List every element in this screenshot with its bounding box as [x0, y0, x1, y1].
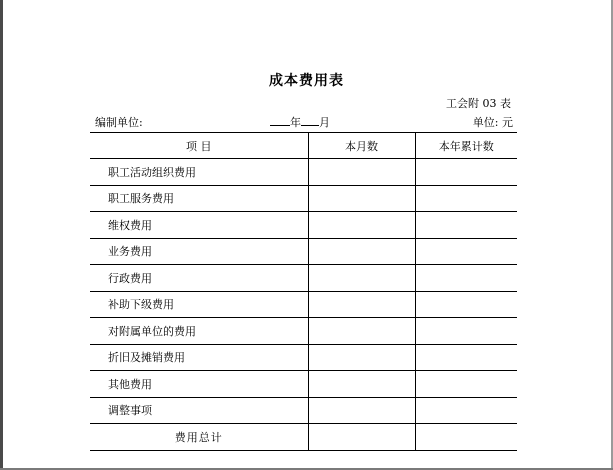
- header-item: 项 目: [90, 133, 308, 159]
- row-month-value: [308, 212, 415, 239]
- month-blank: [301, 114, 319, 126]
- row-month-value: [308, 397, 415, 424]
- row-ytd-value: [415, 265, 517, 292]
- table-row: [90, 265, 517, 292]
- table-row: [90, 397, 517, 424]
- table-row: [90, 291, 517, 318]
- table-row: [90, 318, 517, 345]
- year-blank: [270, 114, 290, 126]
- row-item: 调整事项: [90, 397, 308, 424]
- table-row: [90, 159, 517, 186]
- row-ytd-value: [415, 371, 517, 398]
- row-item: 职工服务费用: [90, 185, 308, 212]
- row-item: 职工活动组织费用: [90, 159, 308, 186]
- header-meta-row: [95, 114, 513, 130]
- form-number: 工会附 03 表: [446, 97, 511, 110]
- row-item: 其他费用: [90, 371, 308, 398]
- row-ytd-value: [415, 397, 517, 424]
- unit-label: 单位: 元: [472, 116, 513, 129]
- row-month-value: [308, 371, 415, 398]
- year-label: 年: [290, 116, 301, 129]
- header-current-month: 本月数: [308, 133, 415, 159]
- row-month-value: [308, 265, 415, 292]
- row-ytd-value: [415, 212, 517, 239]
- header-year-to-date: 本年累计数: [415, 133, 517, 159]
- row-ytd-value: [415, 185, 517, 212]
- row-month-value: [308, 344, 415, 371]
- row-ytd-value: [415, 344, 517, 371]
- table-row: [90, 344, 517, 371]
- row-item: 补助下级费用: [90, 291, 308, 318]
- row-item: 维权费用: [90, 212, 308, 239]
- total-label: 费用总计: [90, 424, 308, 451]
- date-fields: [270, 114, 330, 130]
- row-ytd-value: [415, 159, 517, 186]
- row-ytd-value: [415, 291, 517, 318]
- row-item: 行政费用: [90, 265, 308, 292]
- row-month-value: [308, 238, 415, 265]
- row-month-value: [308, 185, 415, 212]
- row-month-value: [308, 318, 415, 345]
- table-row: [90, 185, 517, 212]
- table-row: [90, 238, 517, 265]
- compiler-label: 编制单位:: [95, 116, 143, 129]
- total-ytd-value: [415, 424, 517, 451]
- month-label: 月: [319, 116, 330, 129]
- row-month-value: [308, 291, 415, 318]
- row-item: 对附属单位的费用: [90, 318, 308, 345]
- row-month-value: [308, 159, 415, 186]
- row-ytd-value: [415, 318, 517, 345]
- row-ytd-value: [415, 238, 517, 265]
- table-row: [90, 371, 517, 398]
- cost-expense-table: [90, 132, 517, 451]
- table-header-row: [90, 133, 517, 159]
- document-title: 成本费用表: [269, 73, 344, 89]
- table-row: [90, 212, 517, 239]
- table-total-row: [90, 424, 517, 451]
- total-month-value: [308, 424, 415, 451]
- row-item: 业务费用: [90, 238, 308, 265]
- row-item: 折旧及摊销费用: [90, 344, 308, 371]
